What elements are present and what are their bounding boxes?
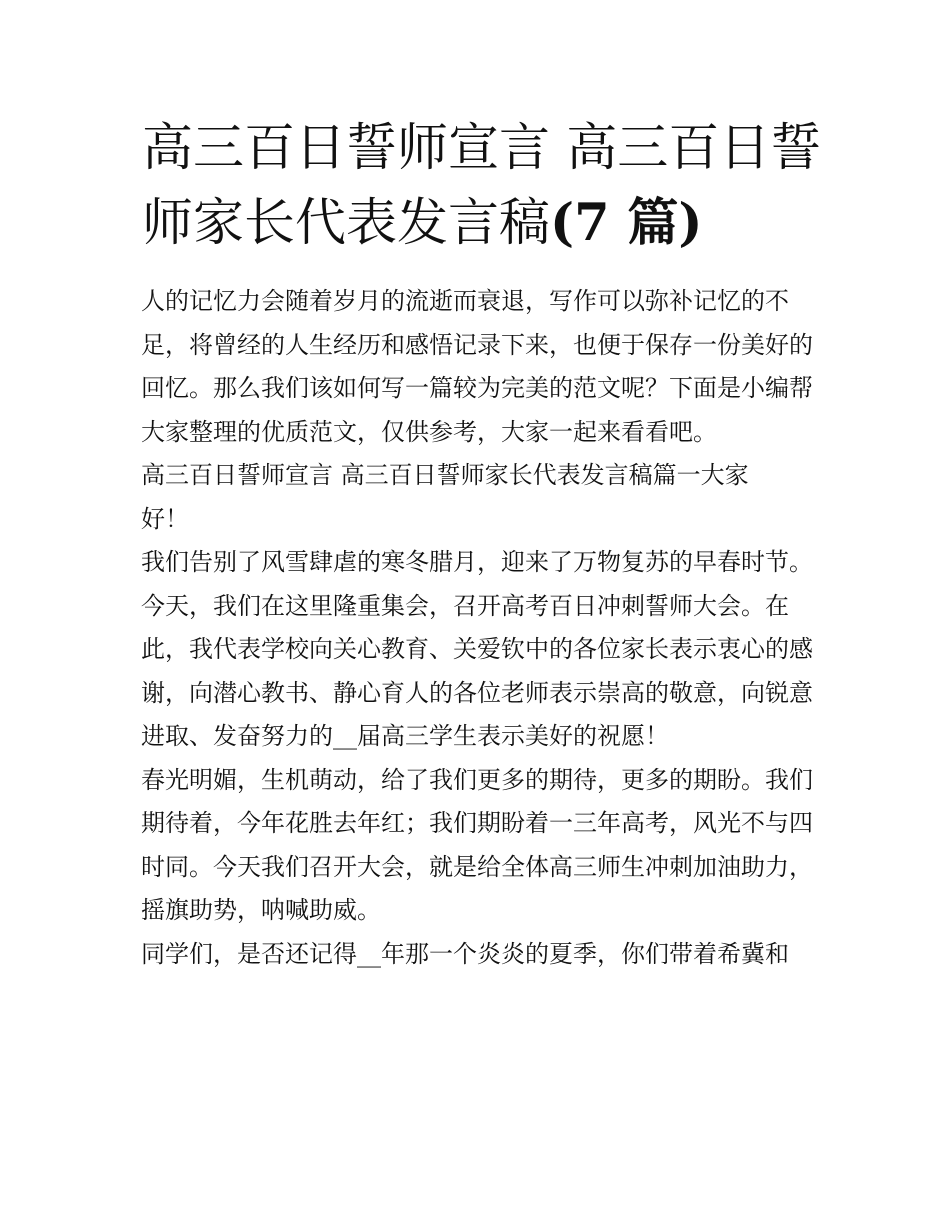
speech-paragraph-1: 我们告别了风雪肆虐的寒冬腊月，迎来了万物复苏的早春时节。今天，我们在这里隆重集会，召开高考百日冲刺誓师大会。在此，我代表学校向关心教育、关爱钦中的各位家长表示衷心的感谢，向潜心教书、静心育人的各位老师表示崇高的敬意，向锐意进取、发奋努力的__届高三学生表示美好的祝愿！ [141, 548, 813, 750]
speech-paragraph-3: 同学们，是否还记得__年那一个炎炎的夏季，你们带着希冀和 [141, 939, 789, 968]
title-suffix-text: (7 篇) [550, 193, 703, 253]
document-title [142, 112, 822, 261]
document-body [141, 280, 816, 976]
speech-paragraph-2: 春光明媚，生机萌动，给了我们更多的期待，更多的期盼。我们期待着，今年花胜去年红；我们期盼着一三年高考，风光不与四时同。今天我们召开大会，就是给全体高三师生冲刺加油助力，摇旗助势，呐喊助威。 [141, 765, 813, 924]
section-heading-paragraph: 高三百日誓师宣言 高三百日誓师家长代表发言稿篇一大家好！ [141, 461, 749, 533]
intro-paragraph: 人的记忆力会随着岁月的流逝而衰退，写作可以弥补记忆的不足，将曾经的人生经历和感悟记录下来，也便于保存一份美好的回忆。那么我们该如何写一篇较为完美的范文呢？下面是小编帮大家整理的优质范文，仅供参考，大家一起来看看吧。 [141, 287, 813, 446]
title-main-text: 高三百日誓师宣言 高三百日誓师家长代表发言稿 [142, 119, 822, 253]
